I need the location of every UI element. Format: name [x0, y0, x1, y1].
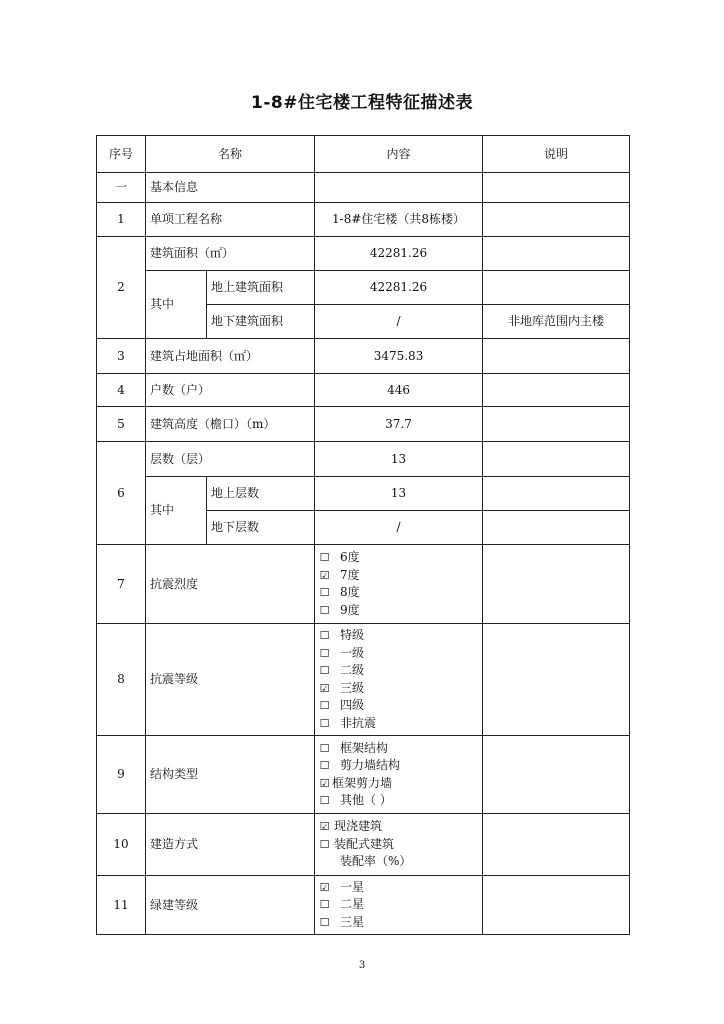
- row-content: 446: [315, 374, 483, 407]
- checkbox-option[interactable]: [319, 775, 480, 793]
- checkbox-icon[interactable]: ☐: [319, 699, 330, 712]
- sub-content: /: [315, 511, 483, 545]
- sub-content: 13: [315, 477, 483, 511]
- checkbox-icon[interactable]: ☐: [319, 646, 330, 660]
- header-seq: 序号: [97, 136, 146, 173]
- checkbox-icon[interactable]: ☐: [319, 551, 330, 564]
- row-content: 13: [315, 442, 483, 477]
- option-label: 现浇建筑: [334, 819, 383, 834]
- row-name: 单项工程名称: [146, 203, 315, 237]
- checkbox-option[interactable]: [319, 680, 480, 698]
- checkbox-icon[interactable]: ☐: [319, 759, 330, 772]
- sub-content: /: [315, 305, 483, 339]
- table-row-11: [97, 876, 630, 935]
- options-cell: [315, 876, 483, 935]
- option-label: 装配式建筑: [334, 836, 395, 851]
- options-cell: [315, 736, 483, 814]
- checkbox-icon[interactable]: ☐: [319, 664, 330, 677]
- row-content: 1-8#住宅楼（共8栋楼）: [315, 203, 483, 237]
- sub-label: 其中: [146, 271, 207, 339]
- checkbox-option[interactable]: [319, 645, 480, 663]
- table-row-8: [97, 624, 630, 736]
- checkbox-icon[interactable]: ☐: [319, 794, 330, 807]
- sub-name: 地上建筑面积: [207, 271, 315, 305]
- checkbox-option[interactable]: [319, 818, 480, 836]
- checkbox-option[interactable]: [319, 627, 480, 645]
- option-label: 非抗震: [340, 715, 377, 730]
- checkbox-option[interactable]: [319, 792, 480, 810]
- checkbox-icon[interactable]: ☐: [319, 741, 330, 755]
- row-seq: 4: [97, 374, 146, 407]
- assembly-rate-label: 装配率（%）: [340, 854, 412, 869]
- header-name: 名称: [146, 136, 315, 173]
- checkbox-icon[interactable]: ☐: [319, 915, 330, 929]
- table-row-4: [97, 374, 630, 407]
- sub-name: 地上层数: [207, 477, 315, 511]
- sub-content: 42281.26: [315, 271, 483, 305]
- options-cell: [315, 624, 483, 736]
- row-content: 3475.83: [315, 339, 483, 374]
- checkbox-option[interactable]: [319, 879, 480, 897]
- header-content: 内容: [315, 136, 483, 173]
- checkbox-option[interactable]: [319, 549, 480, 567]
- sub-name: 地下层数: [207, 511, 315, 545]
- row-name: 建筑占地面积（㎡）: [146, 339, 315, 374]
- checkbox-option[interactable]: [319, 914, 480, 932]
- checkbox-icon[interactable]: ☑: [319, 568, 330, 582]
- row-name: 建筑高度（檐口）（m）: [146, 407, 315, 442]
- checkbox-option[interactable]: [319, 740, 480, 758]
- checkbox-icon[interactable]: ☐: [319, 837, 330, 851]
- row-seq: 1: [97, 203, 146, 237]
- checkbox-option[interactable]: [319, 896, 480, 914]
- feature-table: [96, 135, 630, 935]
- table-row-6: [97, 442, 630, 477]
- section-seq: 一: [97, 173, 146, 203]
- section-name: 基本信息: [146, 173, 315, 203]
- option-label: 三星: [340, 914, 365, 929]
- sub-name: 地下建筑面积: [207, 305, 315, 339]
- page-number: 3: [358, 960, 366, 971]
- row-seq: 7: [97, 545, 146, 624]
- options-cell: [315, 545, 483, 624]
- sub-label: 其中: [146, 477, 207, 545]
- checkbox-icon[interactable]: ☐: [319, 629, 330, 642]
- checkbox-option[interactable]: [319, 715, 480, 733]
- checkbox-option[interactable]: [319, 662, 480, 680]
- option-label: 框架结构: [340, 740, 389, 755]
- option-label: 9度: [340, 602, 360, 617]
- table-row-6-sub1: [97, 477, 630, 511]
- row-seq: 8: [97, 624, 146, 736]
- option-label: 四级: [340, 698, 365, 712]
- checkbox-option[interactable]: [319, 757, 480, 775]
- option-label: 三级: [340, 680, 365, 695]
- row-name: 户数（户）: [146, 374, 315, 407]
- table-row-7: [97, 545, 630, 624]
- option-label: 其他（ ）: [340, 793, 392, 807]
- table-row-5: [97, 407, 630, 442]
- option-label: 一星: [340, 879, 365, 894]
- table-row-1: [97, 203, 630, 237]
- table-row-10: [97, 814, 630, 876]
- checkbox-option[interactable]: [319, 602, 480, 620]
- row-seq: 9: [97, 736, 146, 814]
- row-content: 37.7: [315, 407, 483, 442]
- checkbox-option[interactable]: [319, 836, 480, 854]
- option-label: 7度: [340, 567, 360, 582]
- option-label: 框架剪力墙: [332, 775, 393, 790]
- checkbox-icon[interactable]: ☑: [319, 820, 330, 834]
- options-cell: [315, 814, 483, 876]
- checkbox-icon[interactable]: ☐: [319, 586, 330, 599]
- row-seq: 11: [97, 876, 146, 935]
- table-header-row: [97, 136, 630, 173]
- row-seq: 3: [97, 339, 146, 374]
- row-name: 抗震烈度: [146, 545, 315, 624]
- checkbox-option[interactable]: [319, 697, 480, 715]
- checkbox-option[interactable]: [319, 584, 480, 602]
- checkbox-icon[interactable]: ☐: [319, 898, 330, 912]
- checkbox-icon[interactable]: ☐: [319, 716, 330, 730]
- option-label: 二星: [340, 897, 365, 912]
- option-label: 二级: [340, 663, 365, 677]
- row-name: 结构类型: [146, 736, 315, 814]
- row-name: 抗震等级: [146, 624, 315, 736]
- row-name: 层数（层）: [146, 442, 315, 477]
- table-row-2-sub1: [97, 271, 630, 305]
- section-row-basic: [97, 173, 630, 203]
- option-label: 剪力墙结构: [340, 758, 401, 772]
- table-row-2: [97, 237, 630, 271]
- option-label: 特级: [340, 628, 365, 642]
- table-row-3: [97, 339, 630, 374]
- checkbox-icon[interactable]: ☑: [319, 681, 330, 695]
- checkbox-icon[interactable]: ☑: [319, 880, 330, 894]
- option-label: 一级: [340, 645, 365, 660]
- page-title: 1-8#住宅楼工程特征描述表: [251, 93, 473, 113]
- option-label: 8度: [340, 585, 360, 599]
- header-note: 说明: [483, 136, 630, 173]
- checkbox-icon[interactable]: ☐: [319, 603, 330, 617]
- row-name: 绿建等级: [146, 876, 315, 935]
- row-seq: 6: [97, 442, 146, 545]
- row-name: 建筑面积（㎡）: [146, 237, 315, 271]
- row-seq: 10: [97, 814, 146, 876]
- checkbox-option[interactable]: [319, 567, 480, 585]
- table-row-9: [97, 736, 630, 814]
- row-name: 建造方式: [146, 814, 315, 876]
- row-seq: 5: [97, 407, 146, 442]
- checkbox-icon[interactable]: ☑: [319, 776, 330, 790]
- row-seq: 2: [97, 237, 146, 339]
- option-label: 6度: [340, 550, 360, 564]
- row-content: 42281.26: [315, 237, 483, 271]
- sub-note: 非地库范围内主楼: [483, 305, 630, 339]
